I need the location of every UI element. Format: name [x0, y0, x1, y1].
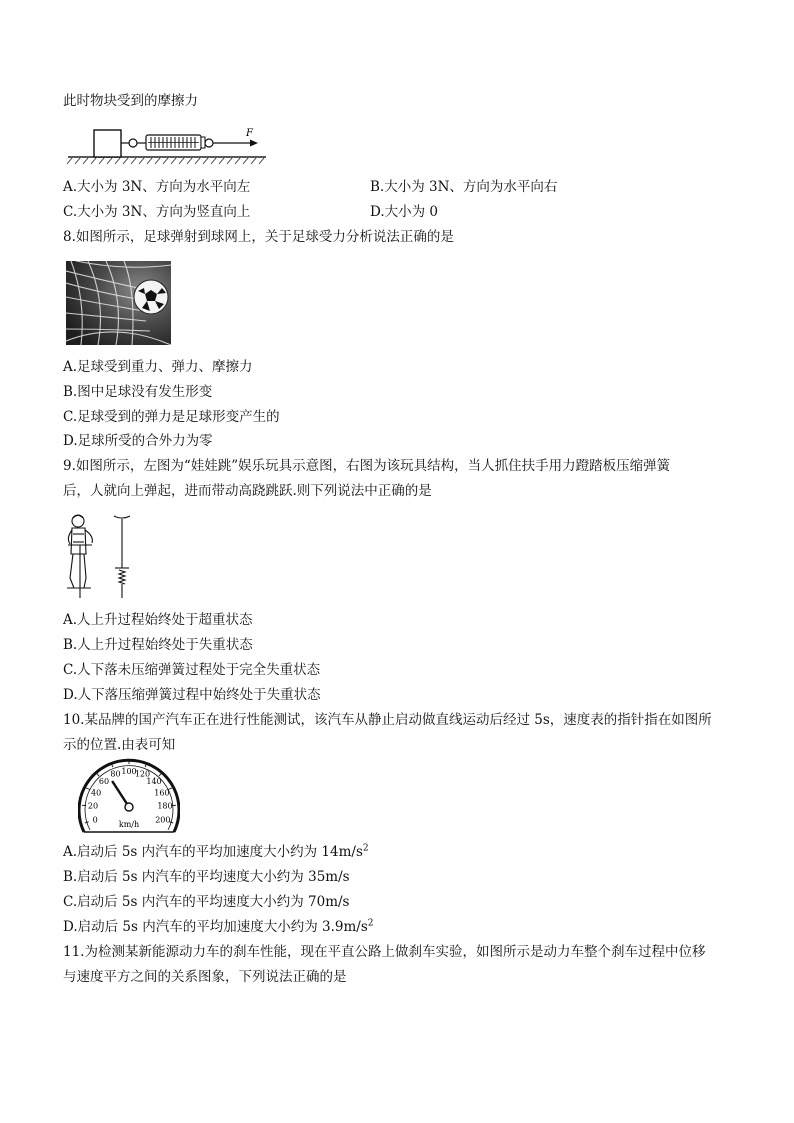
q9-option-a: A.人上升过程始终处于超重状态 [63, 612, 253, 628]
q10-option-d [63, 918, 374, 936]
q9-option-c: C.人下落未压缩弹簧过程处于完全失重状态 [63, 662, 321, 678]
force-label: F [246, 128, 253, 139]
q10-option-b-text: B.启动后 5s 内汽车的平均速度大小约为 35m/s [63, 869, 350, 885]
q8-option-c: C.足球受到的弹力是足球形变产生的 [63, 409, 280, 425]
gauge-tick-label: 40 [91, 788, 102, 798]
gauge-tick-label: 80 [110, 769, 121, 779]
q8-stem: 8.如图所示，足球弹射到球网上，关于足球受力分析说法正确的是 [63, 229, 454, 245]
gauge-tick-mark [86, 788, 90, 790]
q10-option-a-text: A.启动后 5s 内汽车的平均加速度大小约为 14m/s [63, 844, 363, 860]
q8-option-a: A.足球受到重力、弹力、摩擦力 [63, 359, 253, 375]
q10-option-d-text: D.启动后 5s 内汽车的平均加速度大小约为 3.9m/s [63, 919, 368, 935]
speedometer-unit: km/h [118, 820, 140, 829]
q9-stem-line2: 后，人就向上弹起，进而带动高跷跳跃.则下列说法中正确的是 [63, 483, 432, 499]
q10-option-a [63, 843, 369, 861]
q9-option-b: B.人上升过程始终处于失重状态 [63, 637, 253, 653]
gauge-tick-label: 200 [155, 815, 171, 825]
q10-option-c-text: C.启动后 5s 内汽车的平均速度大小约为 70m/s [63, 894, 350, 910]
q8-option-d: D.足球所受的合外力为零 [63, 433, 213, 449]
speedometer-figure [78, 757, 180, 835]
q9-option-d: D.人下落压缩弹簧过程中始终处于失重状态 [63, 687, 321, 703]
gauge-tick-label: 160 [154, 788, 170, 798]
q7-option-a: A.大小为 3N、方向为水平向左 [63, 179, 251, 195]
q10-option-b [63, 868, 350, 886]
gauge-tick-mark [96, 773, 99, 776]
q7-stem-tail: 此时物块受到的摩擦力 [63, 93, 198, 109]
q7-option-d: D.大小为 0 [370, 204, 439, 220]
gauge-tick-mark [85, 822, 89, 823]
gauge-tick-label: 120 [134, 769, 151, 779]
q10-option-a-sup: 2 [362, 843, 369, 854]
gauge-tick-mark [159, 773, 162, 776]
gauge-tick-label: 100 [121, 767, 137, 776]
q10-option-c [63, 893, 350, 911]
q11-stem-line1: 11.为检测某新能源动力车的刹车性能，现在平直公路上做刹车实验，如图所示是动力车整个刹车过程中位移 [63, 944, 706, 960]
q7-option-b: B.大小为 3N、方向为水平向右 [370, 179, 558, 195]
q10-stem-line2: 示的位置.由表可知 [63, 737, 176, 753]
gauge-tick-label: 60 [98, 777, 110, 787]
q8-option-b: B.图中足球没有发生形变 [63, 384, 213, 400]
q11-stem-line2: 与速度平方之间的关系图象，下列说法正确的是 [63, 969, 347, 985]
pogo-stick-figure [62, 512, 142, 602]
q7-option-c: C.大小为 3N、方向为竖直向上 [63, 204, 251, 220]
gauge-tick-label: 180 [157, 801, 173, 811]
football-net-photo [66, 261, 171, 345]
q10-option-d-sup: 2 [367, 918, 374, 929]
q10-stem-line1: 10.某品牌的国产汽车正在进行性能测试，该汽车从静止启动做直线运动后经过 5s，速度表的指针指在如图所 [63, 712, 712, 728]
block-spring-figure [66, 124, 272, 166]
gauge-tick-label: 0 [92, 815, 98, 825]
gauge-tick-label: 140 [146, 777, 162, 787]
gauge-tick-label: 20 [87, 801, 99, 811]
q9-stem-line1: 9.如图所示，左图为“娃娃跳”娱乐玩具示意图，右图为该玩具结构，当人抓住扶手用力蹬踏板压缩弹簧 [63, 458, 671, 474]
